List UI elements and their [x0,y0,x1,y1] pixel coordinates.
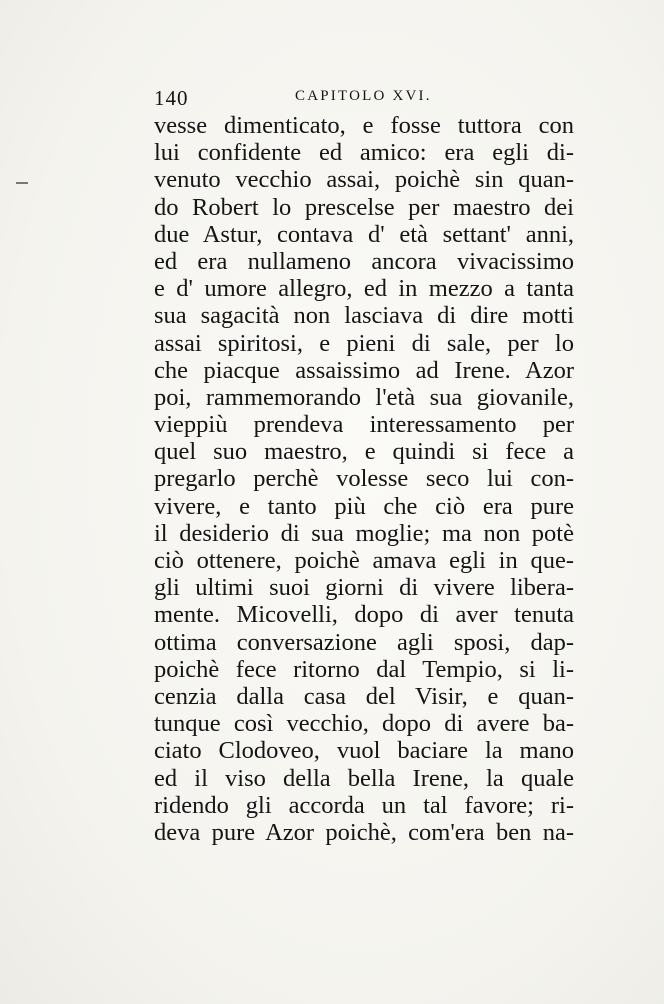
text-line: tunque così vecchio, dopo di avere ba- [154,710,574,738]
text-line: sua sagacità non lasciava di dire motti [154,302,574,330]
text-line: il desiderio di sua moglie; ma non potè [154,519,574,547]
text-line: vesse dimenticato, e fosse tuttora con [154,112,574,139]
text-line: ciato Clodoveo, vuol baciare la mano [154,737,574,765]
text-line: ridendo gli accorda un tal favore; ri- [154,791,574,819]
text-line: deva pure Azor poichè, com'era ben na- [154,818,574,846]
page-number: 140 [154,86,189,110]
running-head: CAPITOLO XVI. [295,88,432,104]
text-line: ottima conversazione agli sposi, dap- [154,628,574,656]
text-line: quel suo maestro, e quindi si fece a [154,438,574,466]
text-line: pregarlo perchè volesse seco lui con- [154,465,574,493]
text-line: venuto vecchio assai, poichè sin quan- [154,166,574,194]
margin-mark [16,182,28,184]
body-text [154,112,574,846]
text-line: assai spiritosi, e pieni di sale, per lo [154,329,574,357]
text-line: vivere, e tanto più che ciò era pure [154,492,574,520]
text-line: poi, rammemorando l'età sua giovanile, [154,383,574,411]
text-line: che piacque assaissimo ad Irene. Azor [154,356,574,384]
text-line: poichè fece ritorno dal Tempio, si li- [154,655,574,683]
text-line: e d' umore allegro, ed in mezzo a tanta [154,275,574,303]
text-line: ciò ottenere, poichè amava egli in que- [154,547,574,574]
text-line: ed il viso della bella Irene, la quale [154,764,574,792]
text-line: gli ultimi suoi giorni di vivere libera- [154,574,574,602]
text-line: due Astur, contava d' età settant' anni, [154,220,574,248]
text-line: mente. Micovelli, dopo di aver tenuta [154,601,574,629]
text-line: vieppiù prendeva interessamento per [154,411,574,439]
text-line: cenzia dalla casa del Visir, e quan- [154,682,574,710]
text-line: lui confidente ed amico: era egli di- [154,139,574,167]
text-line: do Robert lo prescelse per maestro dei [154,193,574,221]
text-line: ed era nullameno ancora vivacissimo [154,247,574,275]
page-header [154,86,574,112]
